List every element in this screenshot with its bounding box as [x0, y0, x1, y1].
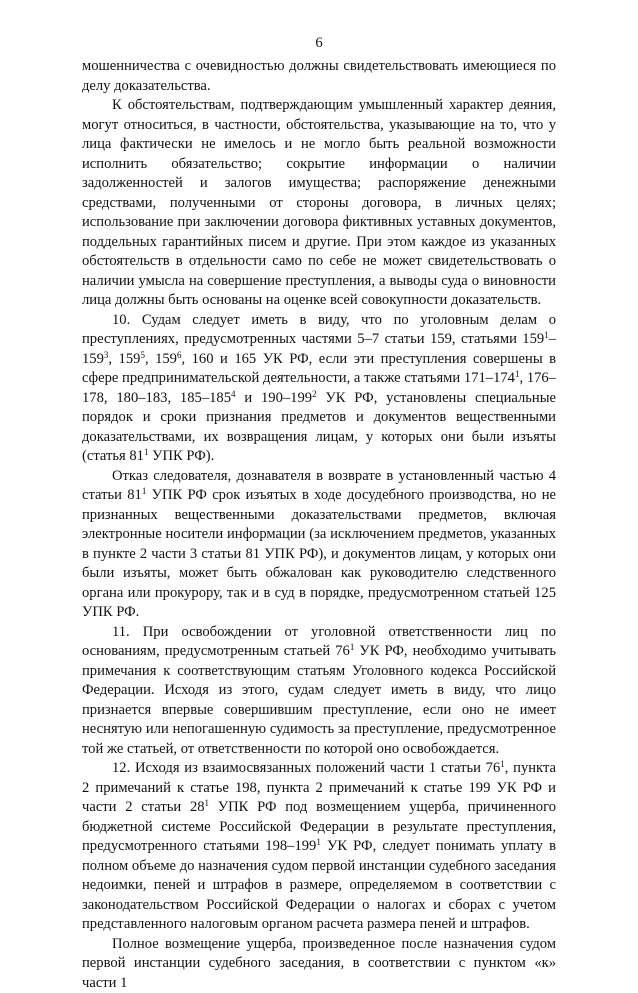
text-run: , 176–178, 180–183, 185–185 — [82, 370, 556, 406]
text-run: 10. Судам следует иметь в виду, что по уголовным делам о преступлениях, предусмотренных частями 5–7 статьи 159, статьями 159 — [82, 312, 556, 348]
text-run: , пункта 2 примечаний к статье 198, пункта 2 примечаний к статье 199 УК РФ и части 2 статьи 28 — [82, 760, 556, 815]
superscript: 1 — [500, 759, 505, 769]
superscript: 2 — [312, 389, 317, 399]
superscript: 1 — [316, 837, 321, 847]
text-run: и 190–199 — [236, 390, 313, 406]
text-run: , 159 — [108, 351, 140, 367]
page-number: 6 — [0, 34, 638, 52]
text-run: УК РФ, установлены специальные порядок и сроки признания предметов и документов вещественными доказательствами, их возвращения лицам, у которых они были изъяты (статья 81 — [82, 390, 556, 465]
paragraph — [82, 311, 556, 467]
paragraph — [82, 57, 556, 96]
text-run: –159 — [82, 331, 556, 367]
superscript: 3 — [104, 350, 109, 360]
text-run: 11. При освобождении от уголовной ответственности лиц по основаниям, предусмотренным статьей 76 — [82, 624, 556, 660]
text-run: УК РФ, необходимо учитывать примечания к соответствующим статьям Уголовного кодекса Российской Федерации. Исходя из этого, судам следует иметь в виду, что лицо признается впервые совершившим преступление, если оно не имеет неснятую или непогашенную судимость за преступление, предусмотренное той же статьей, от ответственности по которой оно освобождается. — [82, 643, 556, 757]
superscript: 1 — [205, 798, 210, 808]
text-run: УПК РФ срок изъятых в ходе досудебного производства, но не признанных вещественными доказательствами предметов, включая электронные носители информации (за исключением предметов, указанных в пункте 2 части 3 статьи 81 УПК РФ), и документов лицам, у которых они были изъяты, может быть обжалован как руководителю следственного органа или прокурору, так и в суд в порядке, предусмотренном статьей 125 УПК РФ. — [82, 487, 556, 620]
superscript: 5 — [140, 350, 145, 360]
text-run: мошенничества с очевидностью должны свидетельствовать имеющиеся по делу доказательства. — [82, 58, 556, 94]
text-run: УПК РФ). — [148, 448, 214, 464]
superscript: 1 — [144, 447, 149, 457]
paragraph — [82, 759, 556, 935]
superscript: 4 — [231, 389, 236, 399]
superscript: 6 — [177, 350, 182, 360]
text-run: К обстоятельствам, подтверждающим умышленный характер деяния, могут относиться, в частности, обстоятельства, указывающие на то, что у лица фактически не имелось и не могло быть реальной возможности исполнить обязательство; сокрытие информации о наличии задолженностей и залогов имущества; распоряжение денежными средствами, полученными от стороны договора, в личных целях; использование при заключении договора фиктивных уставных документов, поддельных гарантийных писем и другие. При этом каждое из указанных обстоятельств в отдельности само по себе не может свидетельствовать о наличии умысла на совершение преступления, а выводы суда о виновности лица должны быть основаны на оценке всей совокупности доказательств. — [82, 97, 556, 308]
text-run: УК РФ, следует понимать уплату в полном объеме до назначения судом первой инстанции судебного заседания недоимки, пеней и штрафов в размере, определяемом в соответствии с законодательством Российской Федерации о налогах и сборах с учетом представленного налоговым органом расчета размера пеней и штрафов. — [82, 838, 556, 932]
text-run: , 159 — [145, 351, 177, 367]
superscript: 1 — [350, 642, 355, 652]
paragraph — [82, 935, 556, 993]
superscript: 1 — [142, 486, 147, 496]
text-run: 12. Исходя из взаимосвязанных положений части 1 статьи 76 — [112, 760, 500, 776]
paragraph — [82, 96, 556, 311]
text-run: Полное возмещение ущерба, произведенное после назначения судом первой инстанции судебного заседания, в соответствии с пунктом «к» части 1 — [82, 936, 556, 991]
document-body — [82, 57, 556, 993]
superscript: 1 — [544, 330, 549, 340]
text-run: Отказ следователя, дознавателя в возврате в установленный частью 4 статьи 81 — [82, 468, 556, 504]
paragraph — [82, 623, 556, 760]
text-run: , 160 и 165 УК РФ, если эти преступления совершены в сфере предпринимательской деятельности, а также статьями 171–174 — [82, 351, 556, 387]
paragraph — [82, 467, 556, 623]
superscript: 1 — [515, 369, 520, 379]
text-run: УПК РФ под возмещением ущерба, причиненного бюджетной системе Российской Федерации в результате преступления, предусмотренного статьями 198–199 — [82, 799, 556, 854]
